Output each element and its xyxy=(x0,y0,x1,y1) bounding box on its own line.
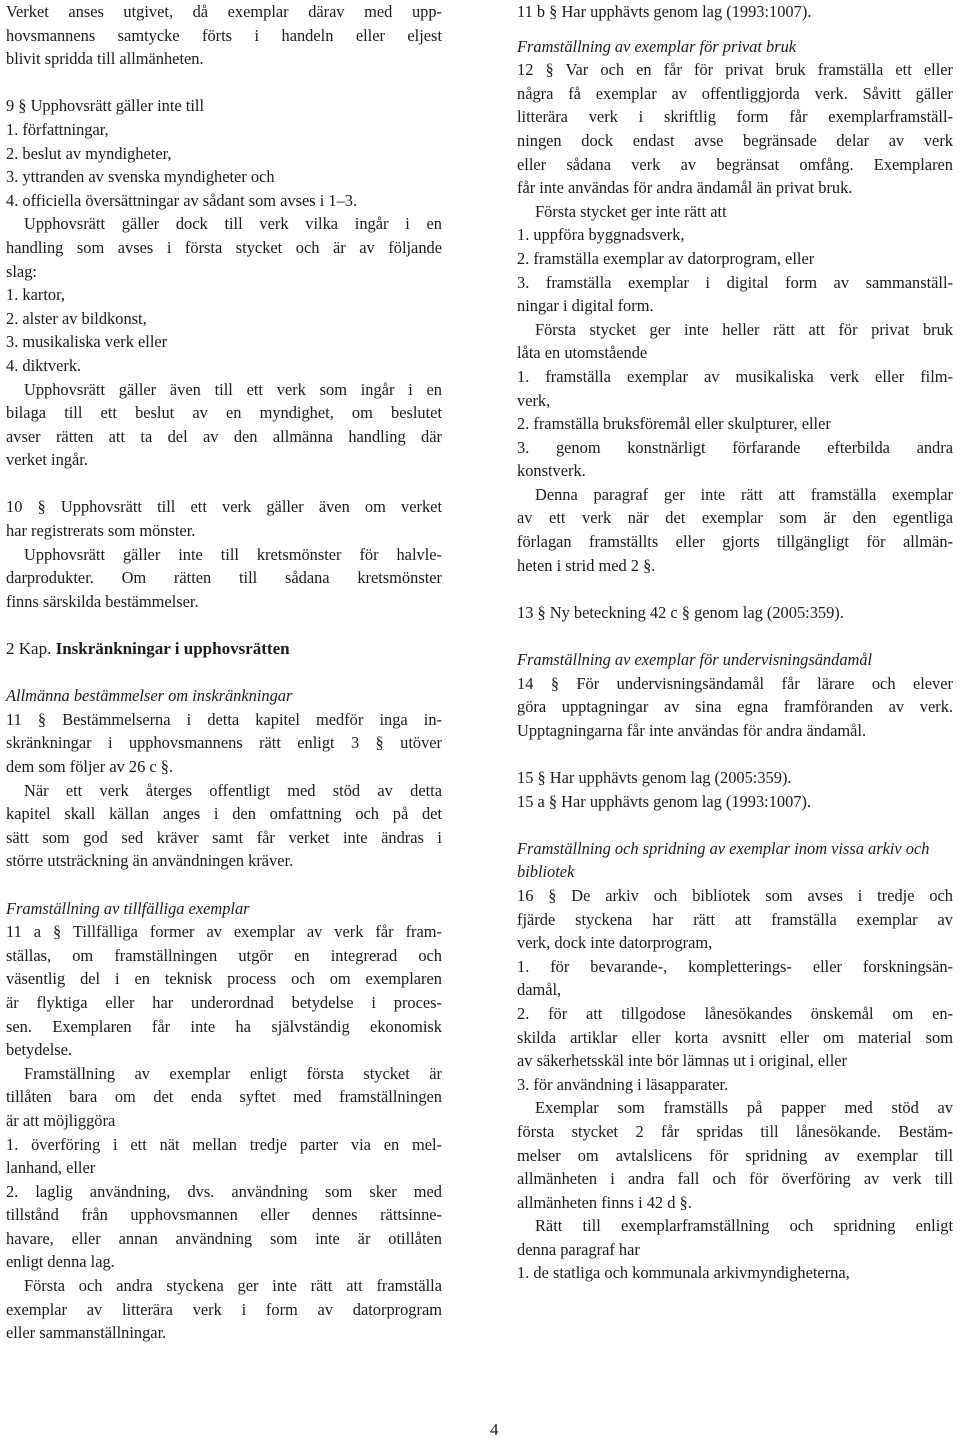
list-item: verk, xyxy=(517,390,551,410)
list-item: 1. de statliga och kommunala arkivmyndigheterna, xyxy=(517,1263,850,1283)
text-line: 12 § Var och en får för privat bruk framställa ett eller xyxy=(517,60,953,80)
text-line: ningen dock endast avse begränsade delar av verk xyxy=(517,130,953,150)
heading-private-use: Framställning av exemplar för privat bruk xyxy=(517,36,797,56)
list-item: 1. uppföra byggnadsverk, xyxy=(517,225,685,245)
text-line: dem som följer av 26 c §. xyxy=(6,757,174,776)
section-9 xyxy=(6,94,442,212)
text-line: får inte användas för andra ändamål än privat bruk. xyxy=(517,178,853,198)
section-9-paragraph-2 xyxy=(6,212,442,377)
text-line: melser om avtalslicens för spridning av exemplar till xyxy=(517,1145,953,1165)
section-12 xyxy=(517,58,953,577)
section-13: 13 § Ny beteckning 42 c § genom lag (2005:359). xyxy=(517,602,844,622)
text-line: handling som avses i första stycket och är av följande xyxy=(6,237,442,257)
text-line: 16 § De arkiv och bibliotek som avses i tredje och xyxy=(517,885,953,905)
heading-temporary-copies: Framställning av tillfälliga exemplar xyxy=(6,898,250,918)
section-15: 15 § Har upphävts genom lag (2005:359). xyxy=(517,768,792,787)
text-line: blivit spridda till allmänheten. xyxy=(6,49,204,69)
list-item: 2. alster av bildkonst, xyxy=(6,308,147,328)
text-line: Verket anses utgivet, då exemplar därav med upp- xyxy=(6,2,442,21)
text-line: är flyktiga eller har underordnad betydelse i proces- xyxy=(6,992,442,1012)
text-line: Första och andra styckena ger inte rätt att framställa xyxy=(24,1276,442,1296)
text-line: 11 § Bestämmelserna i detta kapitel medför inga in- xyxy=(6,709,442,729)
text-line: allmänheten finns i 42 d §. xyxy=(517,1192,692,1212)
list-item: 1. kartor, xyxy=(6,285,65,305)
left-column xyxy=(6,0,442,1345)
list-item: havare, eller annan användning som inte är otillåten xyxy=(6,1228,442,1248)
chapter-heading xyxy=(6,637,442,661)
text-line: finns särskilda bestämmelser. xyxy=(6,591,199,611)
text-line: 11 a § Tillfälliga former av exemplar av verk får fram- xyxy=(6,922,442,942)
text-line: allmänheten i andra fall och för överföring av verk till xyxy=(517,1169,953,1189)
text-line: Upptagningarna får inte användas för andra ändamål. xyxy=(517,720,867,740)
text-line: eller sådana verk av begränsat omfång. Exemplaren xyxy=(517,154,953,174)
list-item: 4. diktverk. xyxy=(6,355,82,375)
text-line: sen. Exemplaren får inte ha självständig ekonomisk xyxy=(6,1016,442,1036)
text-line: några få exemplar av offentliggjorda verk. Såvitt gäller xyxy=(517,83,953,103)
text-line: låta en utomstående xyxy=(517,343,648,363)
text-line: skränkningar i upphovsmannens rätt enligt 3 § utöver xyxy=(6,733,442,753)
text-line: kapitel skall källan anges i den omfattning och på det xyxy=(6,804,442,824)
chapter-title: Inskränkningar i upphovsrätten xyxy=(55,639,290,659)
text-line: Första stycket ger inte heller rätt att för privat bruk xyxy=(535,319,953,339)
text-line: heten i strid med 2 §. xyxy=(517,555,656,575)
text-line: fjärde styckena har rätt att framställa exemplar av xyxy=(517,909,953,929)
text-line: 4. officiella översättningar av sådant som avses i 1–3. xyxy=(6,190,358,210)
text-line: betydelse. xyxy=(6,1040,72,1060)
list-item: skilda artiklar eller korta avsnitt eller om material som xyxy=(517,1027,953,1047)
text-line: Framställning och spridning av exemplar inom vissa arkiv och xyxy=(517,838,930,858)
text-line: sätt som god sed kräver samt får verket inte ändras i xyxy=(6,827,442,847)
text-line: 10 § Upphovsrätt till ett verk gäller även om verket xyxy=(6,497,442,517)
list-item: 3. framställa exemplar i digital form av sammanställ- xyxy=(517,272,953,292)
heading-archives xyxy=(517,837,953,884)
text-line: bibliotek xyxy=(517,862,575,882)
text-line: 2. beslut av myndigheter, xyxy=(6,143,172,163)
text-line: av ett verk när det exemplar som är den egentliga xyxy=(517,508,953,528)
text-line: förlagan framställts eller gjorts tillgängligt för allmän- xyxy=(517,532,953,552)
text-line: Första stycket ger inte rätt att xyxy=(535,201,727,221)
list-item: 1. överföring i ett nät mellan tredje parter via en mel- xyxy=(6,1134,442,1154)
text-line: tillåten bara om det enda syftet med framställningen xyxy=(6,1087,442,1107)
text-line: Denna paragraf ger inte rätt att framställa exemplar xyxy=(535,484,953,504)
list-item: 1. för bevarande-, kompletterings- eller forskningsän- xyxy=(517,956,953,976)
right-column xyxy=(517,0,953,1285)
section-9-paragraph-3 xyxy=(6,378,442,472)
text-line: denna paragraf har xyxy=(517,1239,640,1259)
text-line: 14 § För undervisningsändamål får lärare och elever xyxy=(517,673,953,693)
list-item: tillstånd från upphovsmannen eller dennes rättsinne- xyxy=(6,1205,442,1225)
text-line: Framställning av exemplar enligt första stycket är xyxy=(24,1063,442,1083)
text-line: Upphovsrätt gäller inte till kretsmönster för halvle- xyxy=(24,544,442,564)
section-15a: 15 a § Har upphävts genom lag (1993:1007). xyxy=(517,791,812,811)
list-item: 2. framställa bruksföremål eller skulpturer, eller xyxy=(517,414,831,434)
paragraph-top xyxy=(6,0,442,71)
text-line: bilaga till ett beslut av en myndighet, om beslutet xyxy=(6,403,442,423)
section-11a xyxy=(6,920,442,1345)
text-line: verk, dock inte datorprogram, xyxy=(517,933,713,953)
text-line: eller sammanställningar. xyxy=(6,1323,167,1343)
text-line: 9 § Upphovsrätt gäller inte till xyxy=(6,96,205,116)
section-14 xyxy=(517,672,953,743)
list-item: damål, xyxy=(517,980,562,1000)
list-item: 3. genom konstnärligt förfarande efterbilda andra xyxy=(517,437,953,457)
list-item: konstverk. xyxy=(517,461,586,481)
list-item: 2. för att tillgodose lånesökandes önskemål om en- xyxy=(517,1003,953,1023)
page-number: 4 xyxy=(490,1420,499,1439)
list-item: 3. för användning i läsapparater. xyxy=(517,1074,729,1094)
text-line: hovsmannens samtycke förts i handeln eller eljest xyxy=(6,25,442,45)
text-line: ställas, om framställningen utgör en integrerad och xyxy=(6,945,442,965)
heading-teaching: Framställning av exemplar för undervisningsändamål xyxy=(517,650,873,670)
list-item: 1. framställa exemplar av musikaliska verk eller film- xyxy=(517,366,953,386)
text-line: Rätt till exemplarframställning och spridning enligt xyxy=(535,1216,953,1236)
text-line: Exemplar som framställs på papper med stöd av xyxy=(535,1098,953,1118)
text-line: Upphovsrätt gäller dock till verk vilka ingår i en xyxy=(24,214,442,234)
text-line: litterära verk i skriftlig form får exemplarframställ- xyxy=(517,107,953,127)
chapter-number: 2 Kap. xyxy=(6,639,52,659)
section-11 xyxy=(6,708,442,873)
heading-general-provisions: Allmänna bestämmelser om inskränkningar xyxy=(6,686,293,706)
text-line: avser rätten att ta del av den allmänna handling där xyxy=(6,426,442,446)
text-line: göra upptagningar av sina egna framföranden av verk. xyxy=(517,697,953,717)
text-line: slag: xyxy=(6,261,37,281)
list-item: enligt denna lag. xyxy=(6,1252,115,1272)
text-line: När ett verk återges offentligt med stöd av detta xyxy=(24,780,442,800)
list-item: ningar i digital form. xyxy=(517,296,654,316)
text-line: Upphovsrätt gäller även till ett verk som ingår i en xyxy=(24,379,442,399)
text-line: första stycket 2 får spridas till lånesökande. Bestäm- xyxy=(517,1121,953,1141)
section-11b: 11 b § Har upphävts genom lag (1993:1007). xyxy=(517,2,812,21)
text-line: är att möjliggöra xyxy=(6,1110,116,1130)
text-line: har registrerats som mönster. xyxy=(6,521,196,541)
text-line: exemplar av litterära verk i form av datorprogram xyxy=(6,1299,442,1319)
text-line: större utsträckning än användningen kräver. xyxy=(6,851,294,871)
text-line: 1. författningar, xyxy=(6,119,109,139)
section-10 xyxy=(6,495,442,613)
list-item: 2. laglig användning, dvs. användning som sker med xyxy=(6,1181,442,1201)
text-line: 3. yttranden av svenska myndigheter och xyxy=(6,167,275,187)
list-item: 2. framställa exemplar av datorprogram, eller xyxy=(517,248,815,268)
text-line: väsentlig del i en teknisk process och om exemplaren xyxy=(6,969,442,989)
text-line: verket ingår. xyxy=(6,450,88,470)
section-16 xyxy=(517,884,953,1285)
list-item: 3. musikaliska verk eller xyxy=(6,332,168,352)
list-item: av säkerhetsskäl inte bör lämnas ut i original, eller xyxy=(517,1051,847,1071)
text-line: darprodukter. Om rätten till sådana kretsmönster xyxy=(6,568,442,588)
list-item: lanhand, eller xyxy=(6,1158,96,1178)
